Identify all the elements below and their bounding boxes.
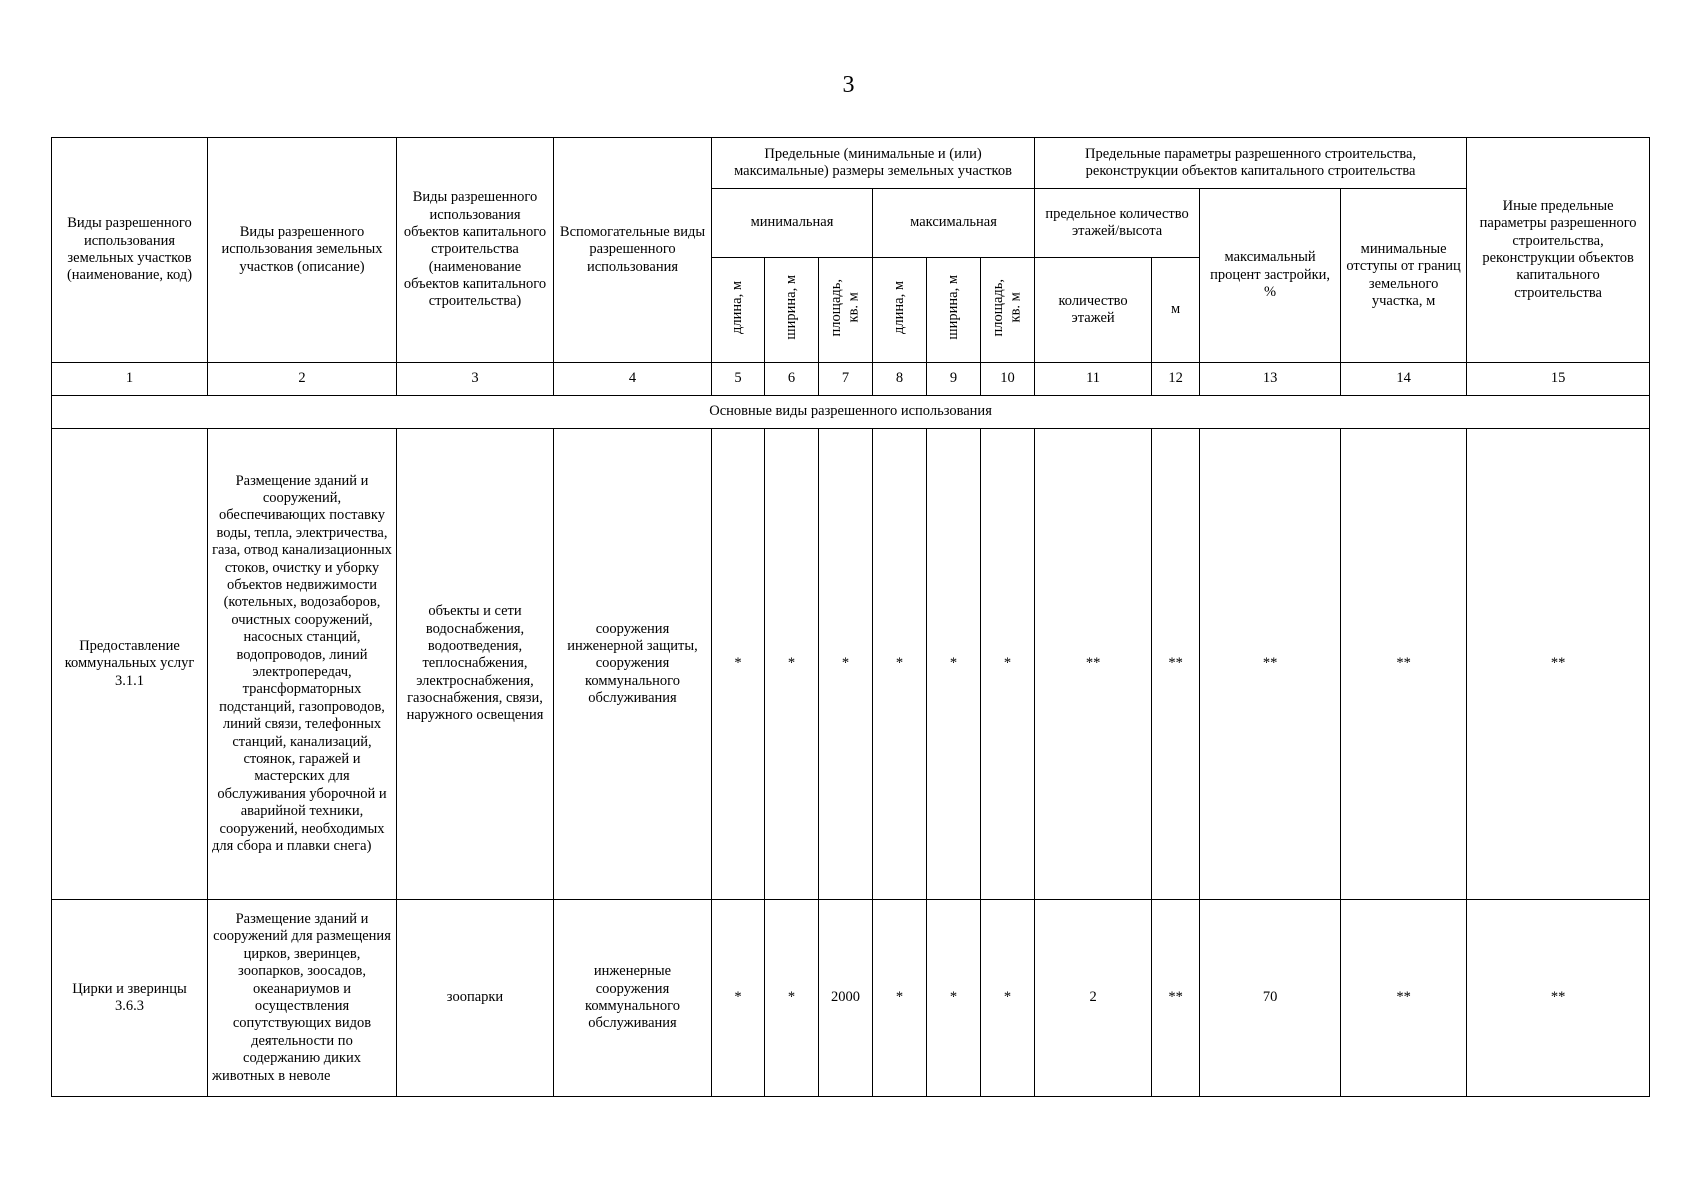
header-col11: количество этажей xyxy=(1035,258,1152,363)
header-col15: Иные предельные параметры разрешенного строительства, реконструкции объектов капитального строительства xyxy=(1467,138,1650,363)
header-col13: максимальный процент застройки, % xyxy=(1200,189,1341,363)
zoning-regulations-table xyxy=(51,137,1650,1097)
column-number: 6 xyxy=(765,363,819,396)
section-row xyxy=(52,396,1650,429)
auxiliary-uses: сооружения инженерной защиты, сооружения коммунального обслуживания xyxy=(554,429,712,900)
column-number: 8 xyxy=(873,363,927,396)
header-col9: ширина, м xyxy=(927,258,981,363)
value-cell: * xyxy=(712,429,765,900)
section-title: Основные виды разрешенного использования xyxy=(52,396,1650,429)
header-col10: площадь, кв. м xyxy=(981,258,1035,363)
value-cell: * xyxy=(765,900,819,1097)
value-cell: ** xyxy=(1341,900,1467,1097)
column-number: 2 xyxy=(208,363,397,396)
header-row-1 xyxy=(52,138,1650,189)
land-use-name: Цирки и зверинцы 3.6.3 xyxy=(52,900,208,1097)
value-cell: * xyxy=(819,429,873,900)
value-cell: * xyxy=(873,429,927,900)
value-cell: ** xyxy=(1341,429,1467,900)
column-number: 15 xyxy=(1467,363,1650,396)
column-number: 13 xyxy=(1200,363,1341,396)
header-col1: Виды разрешенного использования земельных участков (наименование, код) xyxy=(52,138,208,363)
value-cell: ** xyxy=(1467,900,1650,1097)
header-col2: Виды разрешенного использования земельных участков (описание) xyxy=(208,138,397,363)
value-cell: * xyxy=(712,900,765,1097)
column-number: 14 xyxy=(1341,363,1467,396)
column-number: 9 xyxy=(927,363,981,396)
value-cell: ** xyxy=(1152,900,1200,1097)
page-number: 3 xyxy=(842,72,855,98)
header-min: минимальная xyxy=(712,189,873,258)
table-row xyxy=(52,900,1650,1097)
table-row xyxy=(52,429,1650,900)
land-use-description: Размещение зданий и сооружений, обеспечивающих поставку воды, тепла, электричества, газа, отвод канализационных стоков, очистку и уборку объектов недвижимости (котельных, водозаборов, очистных сооружений, насосных станций, водопроводов, линий электропередач, трансформаторных подстанций, газопроводов, линий связи, телефонных станций, канализаций, стоянок, гаражей и мастерских для обслуживания уборочной и аварийной техники, сооружений, необходимых для сбора и плавки снега) xyxy=(208,429,397,900)
capital-objects: объекты и сети водоснабжения, водоотведения, теплоснабжения, электроснабжения, газоснабжения, связи, наружного освещения xyxy=(397,429,554,900)
land-use-name: Предоставление коммунальных услуг 3.1.1 xyxy=(52,429,208,900)
value-cell: * xyxy=(927,900,981,1097)
column-number: 10 xyxy=(981,363,1035,396)
column-number: 1 xyxy=(52,363,208,396)
value-cell: 2000 xyxy=(819,900,873,1097)
header-col8: длина, м xyxy=(873,258,927,363)
value-cell: * xyxy=(765,429,819,900)
header-col7: площадь, кв. м xyxy=(819,258,873,363)
value-cell: ** xyxy=(1200,429,1341,900)
capital-objects: зоопарки xyxy=(397,900,554,1097)
value-cell: ** xyxy=(1467,429,1650,900)
value-cell: ** xyxy=(1035,429,1152,900)
value-cell: 2 xyxy=(1035,900,1152,1097)
auxiliary-uses: инженерные сооружения коммунального обслуживания xyxy=(554,900,712,1097)
column-number-row xyxy=(52,363,1650,396)
value-cell: 70 xyxy=(1200,900,1341,1097)
header-col4: Вспомогательные виды разрешенного использования xyxy=(554,138,712,363)
header-col14: минимальные отступы от границ земельного участка, м xyxy=(1341,189,1467,363)
value-cell: * xyxy=(981,429,1035,900)
header-col12: м xyxy=(1152,258,1200,363)
column-number: 3 xyxy=(397,363,554,396)
land-use-description: Размещение зданий и сооружений для размещения цирков, зверинцев, зоопарков, зоосадов, океанариумов и осуществления сопутствующих видов деятельности по содержанию диких животных в неволе xyxy=(208,900,397,1097)
value-cell: * xyxy=(873,900,927,1097)
column-number: 4 xyxy=(554,363,712,396)
header-max: максимальная xyxy=(873,189,1035,258)
value-cell: * xyxy=(981,900,1035,1097)
header-col3: Виды разрешенного использования объектов капитального строительства (наименование объектов капитального строительства) xyxy=(397,138,554,363)
column-number: 12 xyxy=(1152,363,1200,396)
header-col5: длина, м xyxy=(712,258,765,363)
header-construction-params: Предельные параметры разрешенного строительства, реконструкции объектов капитального строительства xyxy=(1035,138,1467,189)
value-cell: ** xyxy=(1152,429,1200,900)
header-col6: ширина, м xyxy=(765,258,819,363)
column-number: 7 xyxy=(819,363,873,396)
column-number: 5 xyxy=(712,363,765,396)
header-land-plot-sizes: Предельные (минимальные и (или) максимальные) размеры земельных участков xyxy=(712,138,1035,189)
value-cell: * xyxy=(927,429,981,900)
column-number: 11 xyxy=(1035,363,1152,396)
header-floors-height: предельное количество этажей/высота xyxy=(1035,189,1200,258)
